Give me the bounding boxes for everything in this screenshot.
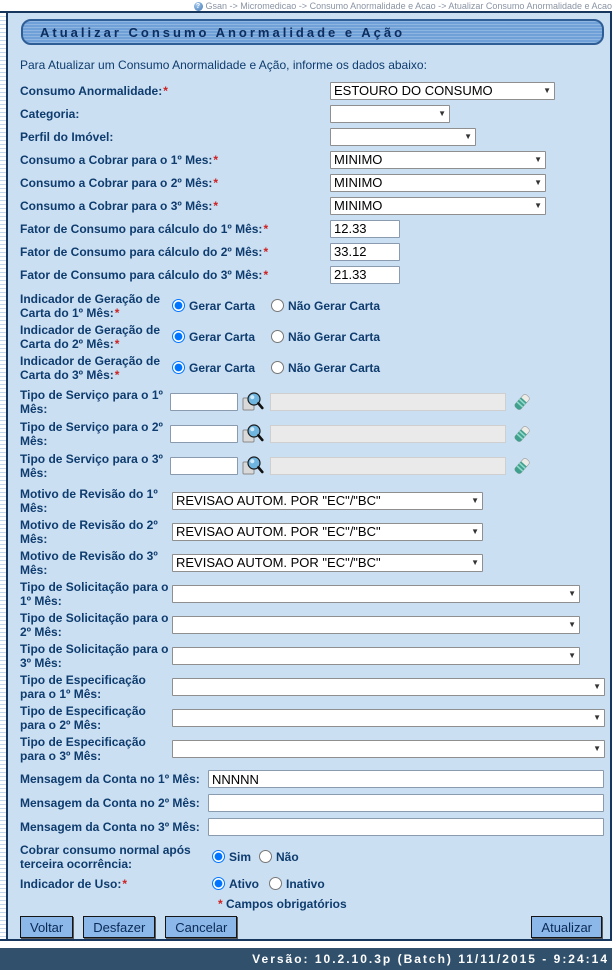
- nao-gerar-carta-radio[interactable]: [271, 330, 284, 343]
- servico-mes2-code-input[interactable]: [170, 425, 238, 443]
- left-ruled-strip: [0, 13, 8, 939]
- field-label: Tipo de Solicitação para o 2º Mês:: [20, 610, 169, 639]
- field-label: Consumo a Cobrar para o 2º Mês:*: [20, 175, 219, 190]
- row-carta-mes1: [20, 290, 605, 321]
- eraser-icon[interactable]: [511, 457, 531, 476]
- row-cobrar-normal: [20, 841, 605, 872]
- intro-text: Para Atualizar um Consumo Anormalidade e Ação, informe os dados abaixo:: [20, 58, 427, 72]
- row-mensagem-mes3: [20, 815, 605, 839]
- radio-label: Gerar Carta: [189, 298, 256, 313]
- servico-mes3-code-input[interactable]: [170, 457, 238, 475]
- radio-label: Inativo: [286, 876, 325, 891]
- required-asterisk: *: [263, 244, 269, 259]
- required-asterisk: *: [213, 152, 219, 167]
- field-label: Motivo de Revisão do 1º Mês:: [20, 486, 158, 515]
- field-label: Perfil do Imóvel:: [20, 129, 114, 144]
- radio-label: Gerar Carta: [189, 360, 256, 375]
- chevron-down-icon: ▼: [464, 132, 472, 141]
- breadcrumb: [0, 0, 612, 11]
- button-bar: [20, 916, 605, 938]
- especificacao-mes1-select[interactable]: [172, 678, 605, 696]
- inativo-radio[interactable]: [269, 877, 282, 890]
- help-icon: ?: [194, 2, 203, 11]
- required-asterisk: *: [263, 267, 269, 282]
- chevron-down-icon: ▼: [593, 713, 601, 722]
- field-label: Categoria:: [20, 106, 80, 121]
- page-title: Atualizar Consumo Anormalidade e Ação: [21, 19, 604, 45]
- sim-radio[interactable]: [212, 850, 225, 863]
- required-asterisk: *: [263, 221, 269, 236]
- required-asterisk: *: [122, 876, 128, 891]
- row-servico-mes2: [20, 418, 605, 450]
- search-icon[interactable]: [241, 391, 265, 413]
- field-label: Fator de Consumo para cálculo do 1º Mês:*: [20, 221, 269, 236]
- motivo-mes2-select[interactable]: REVISAO AUTOM. POR "EC"/"BC" ▼: [172, 523, 483, 541]
- required-asterisk: *: [163, 83, 168, 98]
- row-fator-mes3: [20, 263, 605, 286]
- nao-radio[interactable]: [259, 850, 272, 863]
- row-fator-mes2: [20, 240, 605, 263]
- cancelar-button[interactable]: Cancelar: [165, 916, 237, 938]
- row-fator-mes1: [20, 217, 605, 240]
- cobrar-normal-radio-group: [212, 850, 315, 864]
- field-label: Mensagem da Conta no 1º Mês:: [20, 772, 200, 786]
- servico-mes1-code-input[interactable]: [170, 393, 238, 411]
- servico-mes1-description: [270, 393, 506, 411]
- field-label: Motivo de Revisão do 3º Mês:: [20, 548, 158, 577]
- chevron-down-icon: ▼: [471, 496, 479, 505]
- ativo-radio[interactable]: [212, 877, 225, 890]
- mensagem-mes2-input[interactable]: [208, 794, 604, 812]
- cobrar-mes2-select[interactable]: MINIMO ▼: [330, 174, 546, 192]
- gerar-carta-radio[interactable]: [172, 330, 185, 343]
- radio-label: Não Gerar Carta: [288, 360, 381, 375]
- perfil-imovel-select[interactable]: [330, 128, 476, 146]
- search-icon[interactable]: [241, 423, 265, 445]
- row-perfil-imovel: [20, 125, 605, 148]
- field-label: Mensagem da Conta no 3º Mês:: [20, 820, 200, 834]
- mensagem-mes3-input[interactable]: [208, 818, 604, 836]
- field-label: Tipo de Especificação para o 1º Mês:: [20, 672, 146, 701]
- field-label: Consumo a Cobrar para o 3º Mês:*: [20, 198, 219, 213]
- row-especificacao-mes2: [20, 702, 605, 733]
- row-motivo-mes2: [20, 516, 605, 547]
- row-especificacao-mes1: [20, 671, 605, 702]
- motivo-mes1-select[interactable]: REVISAO AUTOM. POR "EC"/"BC" ▼: [172, 492, 483, 510]
- chevron-down-icon: ▼: [543, 86, 551, 95]
- radio-label: Não Gerar Carta: [288, 329, 381, 344]
- field-label: Tipo de Especificação para o 2º Mês:: [20, 703, 146, 732]
- field-label: Tipo de Solicitação para o 1º Mês:: [20, 579, 169, 608]
- row-solicitacao-mes1: [20, 578, 605, 609]
- chevron-down-icon: ▼: [593, 744, 601, 753]
- fator-mes1-input[interactable]: [330, 220, 400, 238]
- row-mensagem-mes1: [20, 767, 605, 791]
- footer-gap: [0, 941, 612, 948]
- indicador-uso-radio-group: [212, 877, 341, 891]
- chevron-down-icon: ▼: [568, 589, 576, 598]
- consumo-anormalidade-select[interactable]: ESTOURO DO CONSUMO ▼: [330, 82, 555, 100]
- row-carta-mes2: [20, 321, 605, 352]
- carta-mes2-radio-group: [172, 330, 396, 344]
- field-label: Indicador de Geração de Carta do 2º Mês:*: [20, 322, 161, 351]
- row-servico-mes1: [20, 386, 605, 418]
- row-categoria: [20, 102, 605, 125]
- row-cobrar-mes3: [20, 194, 605, 217]
- servico-mes2-description: [270, 425, 506, 443]
- cobrar-mes3-select[interactable]: MINIMO ▼: [330, 197, 546, 215]
- eraser-icon[interactable]: [511, 393, 531, 412]
- chevron-down-icon: ▼: [534, 201, 542, 210]
- chevron-down-icon: ▼: [534, 155, 542, 164]
- chevron-down-icon: ▼: [534, 178, 542, 187]
- solicitacao-mes1-select[interactable]: [172, 585, 580, 603]
- field-label: Tipo de Serviço para o 1º Mês:: [20, 388, 163, 416]
- radio-label: Sim: [229, 849, 252, 864]
- row-especificacao-mes3: [20, 733, 605, 764]
- gerar-carta-radio[interactable]: [172, 299, 185, 312]
- atualizar-button[interactable]: Atualizar: [531, 916, 602, 938]
- required-asterisk: *: [114, 336, 120, 351]
- nao-gerar-carta-radio[interactable]: [271, 299, 284, 312]
- field-label: Mensagem da Conta no 2º Mês:: [20, 796, 200, 810]
- row-servico-mes3: [20, 450, 605, 482]
- field-label: Consumo a Cobrar para o 1º Mes:*: [20, 152, 219, 167]
- solicitacao-mes3-select[interactable]: [172, 647, 580, 665]
- radio-label: Gerar Carta: [189, 329, 256, 344]
- search-icon[interactable]: [241, 455, 265, 477]
- form-content: [8, 13, 610, 939]
- field-label: Tipo de Serviço para o 3º Mês:: [20, 452, 163, 480]
- desfazer-button[interactable]: Desfazer: [83, 916, 155, 938]
- fator-mes3-input[interactable]: [330, 266, 400, 284]
- chevron-down-icon: ▼: [471, 527, 479, 536]
- solicitacao-mes2-select[interactable]: [172, 616, 580, 634]
- required-asterisk: *: [114, 367, 120, 382]
- field-label: Indicador de Geração de Carta do 3º Mês:*: [20, 353, 161, 382]
- field-label: Indicador de Geração de Carta do 1º Mês:*: [20, 291, 161, 320]
- main-frame: [0, 11, 612, 941]
- footer-version-bar: [0, 948, 612, 970]
- radio-label: Não: [276, 849, 299, 864]
- row-mensagem-mes2: [20, 791, 605, 815]
- carta-mes1-radio-group: [172, 299, 396, 313]
- chevron-down-icon: ▼: [471, 558, 479, 567]
- servico-mes3-description: [270, 457, 506, 475]
- cobrar-mes1-select[interactable]: MINIMO ▼: [330, 151, 546, 169]
- field-label: Fator de Consumo para cálculo do 3º Mês:*: [20, 267, 269, 282]
- row-cobrar-mes1: [20, 148, 605, 171]
- breadcrumb-text: Gsan -> Micromedicao -> Consumo Anormalidade e Acao -> Atualizar Consumo Anormalidade e Acao: [205, 1, 612, 11]
- field-label: Tipo de Serviço para o 2º Mês:: [20, 420, 163, 448]
- field-label: Consumo Anormalidade:*: [20, 83, 168, 98]
- mensagem-mes1-input[interactable]: [208, 770, 604, 788]
- carta-mes3-radio-group: [172, 361, 396, 375]
- field-label: Tipo de Solicitação para o 3º Mês:: [20, 641, 169, 670]
- eraser-icon[interactable]: [511, 425, 531, 444]
- row-indicador-uso: [20, 872, 605, 895]
- row-cobrar-mes2: [20, 171, 605, 194]
- required-asterisk: *: [213, 198, 219, 213]
- especificacao-mes3-select[interactable]: [172, 740, 605, 758]
- especificacao-mes2-select[interactable]: [172, 709, 605, 727]
- field-label: Cobrar consumo normal após terceira ocorrência:: [20, 842, 191, 871]
- row-solicitacao-mes2: [20, 609, 605, 640]
- nao-gerar-carta-radio[interactable]: [271, 361, 284, 374]
- row-motivo-mes3: [20, 547, 605, 578]
- gerar-carta-radio[interactable]: [172, 361, 185, 374]
- required-asterisk: *: [213, 175, 219, 190]
- row-motivo-mes1: [20, 485, 605, 516]
- field-label: Fator de Consumo para cálculo do 2º Mês:*: [20, 244, 269, 259]
- voltar-button[interactable]: Voltar: [20, 916, 73, 938]
- field-label: Tipo de Especificação para o 3º Mês:: [20, 734, 146, 763]
- chevron-down-icon: ▼: [593, 682, 601, 691]
- chevron-down-icon: ▼: [568, 620, 576, 629]
- radio-label: Não Gerar Carta: [288, 298, 381, 313]
- categoria-select[interactable]: [330, 105, 450, 123]
- row-carta-mes3: [20, 352, 605, 383]
- row-solicitacao-mes3: [20, 640, 605, 671]
- field-label: Indicador de Uso:*: [20, 876, 128, 891]
- radio-label: Ativo: [229, 876, 259, 891]
- version-text: Versão: 10.2.10.3p (Batch) 11/11/2015 - 9:24:14: [252, 952, 609, 966]
- required-fields-note: * Campos obrigatórios: [218, 897, 347, 911]
- fator-mes2-input[interactable]: [330, 243, 400, 261]
- chevron-down-icon: ▼: [568, 651, 576, 660]
- required-asterisk: *: [114, 305, 120, 320]
- row-consumo-anormalidade: [20, 79, 605, 102]
- chevron-down-icon: ▼: [438, 109, 446, 118]
- field-label: Motivo de Revisão do 2º Mês:: [20, 517, 158, 546]
- motivo-mes3-select[interactable]: REVISAO AUTOM. POR "EC"/"BC" ▼: [172, 554, 483, 572]
- required-asterisk: *: [218, 897, 223, 911]
